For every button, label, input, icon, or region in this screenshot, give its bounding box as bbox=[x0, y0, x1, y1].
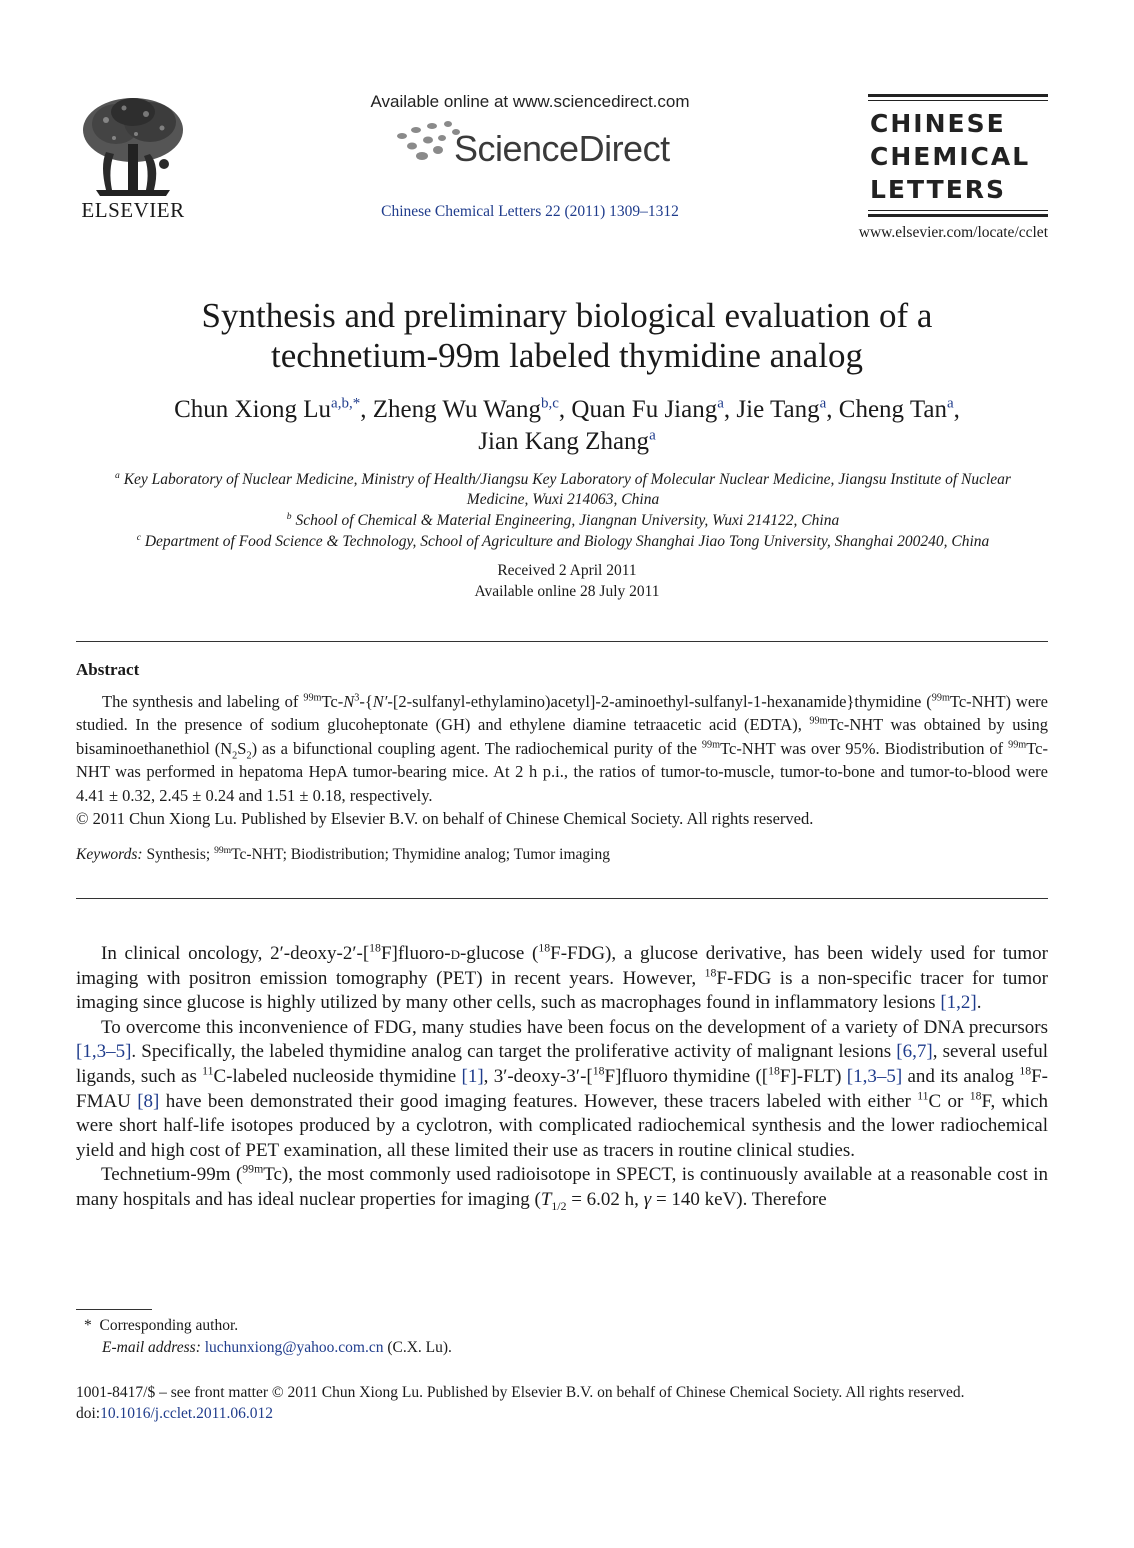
abstract-heading: Abstract bbox=[76, 660, 140, 679]
article-body bbox=[76, 942, 1048, 1213]
author-affiliation-mark[interactable]: a bbox=[946, 395, 954, 412]
affiliation bbox=[76, 532, 1050, 552]
author-list: Chun Xiong $Lu^{a,b,*}$, Zheng Wu Wang$^{b,c}$, Quan Fu Jiang$^a$, Jie Tang$^a$, Cheng Tan$^a$, Jian Kang Zhang$^a$ bbox=[174, 395, 960, 455]
sciencedirect-wordmark: ScienceDirect bbox=[454, 128, 670, 169]
journal-logo-line: CHINESE bbox=[870, 109, 1006, 138]
affiliation-text: School of Chemical & Material Engineering, Jiangnan University, Wuxi 214122, China bbox=[295, 512, 840, 529]
body-paragraph: To overcome this inconvenience of FDG, many studies have been focus on the development of a variety of DNA precursors [1,3–5]. Specifically, the labeled thymidine analog can target the proliferative activity of malignant lesions [6,7], several useful ligands, such as $^{11}$C-labeled nucleoside thymidine [1], 3′-deoxy-3′-[$^{18}$F]fluoro thymidine ([$^{18}$F]-FLT) [1,3–5] and its analog $^{18}$F-FMAU [8] have been demonstrated their good imaging features. However, these tracers labeled with either $^{11}$C or $^{18}$F, which were short half-life isotopes produced by a cyclotron, with complicated radiochemical synthesis and the lower radiochemical yield and high cost of PET examination, all these limited their use as tracers in routine clinical studies. bbox=[76, 1016, 1049, 1161]
author-name: Zheng Wu Wang bbox=[372, 396, 541, 423]
affiliation-mark: c bbox=[136, 531, 141, 543]
author-affiliation-mark[interactable]: a,b,* bbox=[331, 395, 361, 412]
elsevier-wordmark: ELSEVIER bbox=[81, 198, 185, 222]
affiliation-mark: a bbox=[115, 469, 120, 481]
affiliation-text: Medicine, Wuxi 214063, China bbox=[466, 491, 660, 508]
keyword: Biodistribution; Thymidine analog; Tumor imaging bbox=[290, 846, 610, 863]
body-paragraph: Technetium-99m ($^{99m}$Tc), the most commonly used radioisotope in SPECT, is continuously available at a reasonable cost in many hospitals and has ideal nuclear properties for imaging ($T_{1/2} = 6.02$ h, γ = 140 keV). Therefore bbox=[76, 1163, 1049, 1213]
keywords-label: Keywords: bbox=[76, 846, 143, 863]
author-affiliation-mark[interactable]: b,c bbox=[540, 395, 559, 412]
journal-header bbox=[0, 0, 1134, 250]
affiliation bbox=[76, 470, 1050, 510]
divider bbox=[76, 898, 1048, 899]
available-date: Available online 28 July 2011 bbox=[474, 583, 660, 600]
abstract-copyright: © 2011 Chun Xiong Lu. Published by Elsevier B.V. on behalf of Chinese Chemical Society. All rights reserved. bbox=[76, 809, 814, 829]
body-paragraph: In clinical oncology, 2′-deoxy-2′-[$^{18}$F]fluoro-d-glucose ($^{18}$F-FDG), a glucose derivative, has been widely used for tumor imaging with positron emission tomography (PET) in recent years. However, $^{18}$F-FDG is a non-specific tracer for tumor imaging since glucose is highly utilized by many other cells, such as macrophages found in inflammatory lesions [1,2]. bbox=[76, 941, 1048, 1014]
keywords bbox=[76, 846, 610, 864]
affiliation-text: Department of Food Science & Technology, School of Agriculture and Biology Shanghai Jiao Tong University, Shanghai 200240, China bbox=[144, 533, 990, 550]
citation-link[interactable]: [6,7] bbox=[896, 1041, 933, 1063]
keyword: Tc-NHT; bbox=[231, 846, 287, 863]
doi-prefix: doi: bbox=[76, 1405, 101, 1422]
email-link[interactable]: luchunxiong@yahoo.com.cn bbox=[204, 1339, 384, 1356]
citation-link[interactable]: [1,3–5] bbox=[846, 1065, 903, 1087]
author-affiliation-mark[interactable]: a bbox=[717, 395, 724, 412]
affiliation-mark: b bbox=[286, 510, 292, 522]
citation-link[interactable]: [1,3–5] bbox=[76, 1041, 132, 1063]
keyword: Synthesis; bbox=[146, 846, 211, 863]
author-affiliation-mark[interactable]: a bbox=[819, 395, 827, 412]
abstract-paragraph: The synthesis and labeling of $^{99m}Tc-N^3-\{N'-[2-sulfanyl-ethylamino)acetyl]-2-aminoethyl-sulfanyl-1-hexanamide\}thymidine$ ($^{99m}$Tc-NHT) were studied. In the presence of sodium glucoheptonate (GH) and ethylene diamine tetraacetic acid (EDTA), $^{99m}$Tc-NHT was obtained by using bisaminoethanethiol $(N_2S_2)$ as a bifunctional coupling agent. The radiochemical purity of the $^{99m}$Tc-NHT was over 95%. Biodistribution of $^{99m}$Tc-NHT was performed in hepatoma HepA tumor-bearing mice. At 2 h p.i., the ratios of tumor-to-muscle, tumor-to-bone and tumor-to-blood were 4.41 ± 0.32, 2.45 ± 0.24 and 1.51 ± 0.18, respectively. bbox=[76, 692, 1048, 805]
affiliation-text: Key Laboratory of Nuclear Medicine, Ministry of Health/Jiangsu Key Laboratory of Molecular Nuclear Medicine, Jiangsu Institute of Nuclear bbox=[123, 471, 1011, 488]
available-online-text: Available online at www.sciencedirect.com bbox=[370, 92, 690, 111]
footnote-rule bbox=[76, 1309, 152, 1310]
author-name: Cheng Tan bbox=[838, 396, 947, 423]
article-dates bbox=[80, 560, 1054, 602]
author-name: Quan Fu Jiang bbox=[571, 396, 718, 423]
author-name: Chun Xiong Lu bbox=[174, 396, 332, 423]
elsevier-tree-logo bbox=[76, 94, 190, 198]
journal-citation-link[interactable]: Chinese Chemical Letters 22 (2011) 1309–1312 bbox=[381, 203, 679, 220]
divider bbox=[76, 641, 1048, 642]
front-matter bbox=[76, 1382, 1048, 1424]
journal-logo-line: CHEMICAL bbox=[870, 142, 1031, 171]
journal-logo bbox=[868, 94, 1048, 217]
email-suffix: (C.X. Lu). bbox=[387, 1339, 452, 1356]
journal-logo-line: LETTERS bbox=[870, 175, 1007, 204]
article-title bbox=[80, 296, 1054, 376]
author-affiliation-mark[interactable]: a bbox=[649, 427, 656, 444]
keyword-superscript: 99m bbox=[214, 844, 232, 856]
front-matter-line: 1001-8417/$ – see front matter © 2011 Chun Xiong Lu. Published by Elsevier B.V. on behalf of Chinese Chemical Society. All rights reserved. bbox=[76, 1384, 965, 1401]
citation-link[interactable]: [1,2] bbox=[940, 992, 977, 1014]
citation-link[interactable]: [1] bbox=[461, 1065, 484, 1087]
author-name: Jie Tang bbox=[736, 396, 820, 423]
footnote-star: * bbox=[84, 1317, 92, 1334]
corresponding-author-note: Corresponding author. bbox=[99, 1317, 239, 1334]
journal-url[interactable]: www.elsevier.com/locate/cclet bbox=[858, 224, 1048, 241]
title-line: technetium-99m labeled thymidine analog bbox=[271, 336, 863, 375]
doi-link[interactable]: 10.1016/j.cclet.2011.06.012 bbox=[100, 1405, 274, 1422]
abstract-body bbox=[76, 690, 1048, 830]
affiliation bbox=[76, 511, 1050, 531]
title-line: Synthesis and preliminary biological evaluation of a bbox=[201, 296, 933, 335]
received-date: Received 2 April 2011 bbox=[497, 562, 637, 579]
email-label: E-mail address: bbox=[102, 1339, 201, 1356]
author-name: Jian Kang Zhang bbox=[478, 428, 650, 455]
footnote bbox=[84, 1315, 452, 1359]
citation-link[interactable]: [8] bbox=[137, 1090, 160, 1112]
